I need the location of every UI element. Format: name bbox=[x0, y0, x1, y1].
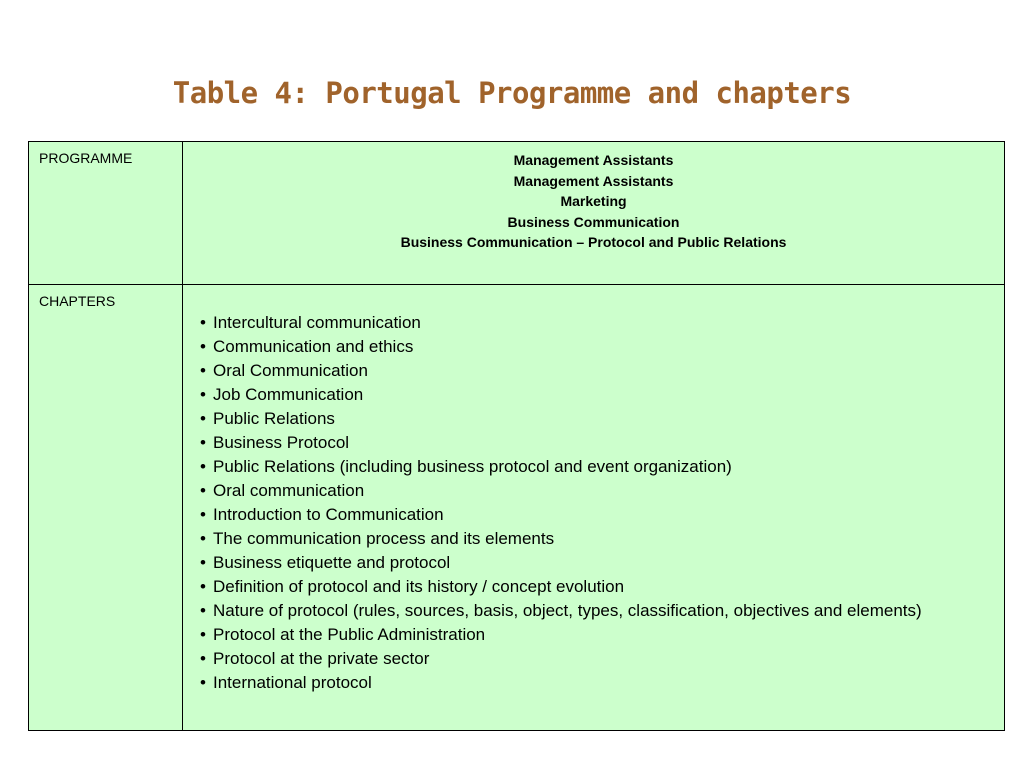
programme-item: Marketing bbox=[560, 193, 627, 209]
chapter-text: Public Relations bbox=[213, 409, 335, 428]
chapter-text: Public Relations (including business protocol and event organization) bbox=[213, 457, 732, 476]
chapter-text: Nature of protocol (rules, sources, basis, object, types, classification, objectives and elements) bbox=[213, 601, 922, 620]
chapter-text: Introduction to Communication bbox=[213, 505, 444, 524]
programme-item: Management Assistants bbox=[513, 152, 674, 168]
programme-item: Management Assistants bbox=[513, 172, 674, 189]
bullet-icon: • bbox=[200, 529, 206, 548]
chapter-list-item bbox=[193, 599, 1004, 623]
programme-item: Business Communication – Protocol and Public Relations bbox=[400, 234, 787, 250]
chapter-list-item bbox=[193, 335, 1004, 359]
chapter-list-item bbox=[193, 407, 1004, 431]
bullet-icon: • bbox=[200, 385, 206, 404]
chapter-list-item bbox=[193, 383, 1004, 407]
chapter-list-item bbox=[193, 551, 1004, 575]
chapter-text: Business Protocol bbox=[213, 433, 350, 452]
bullet-icon: • bbox=[200, 553, 206, 572]
chapter-list-item bbox=[193, 623, 1004, 647]
chapter-list-item bbox=[193, 479, 1004, 503]
chapter-text: Oral Communication bbox=[213, 361, 368, 380]
bullet-icon: • bbox=[200, 409, 206, 428]
bullet-icon: • bbox=[200, 649, 206, 668]
chapter-text: Communication and ethics bbox=[213, 337, 414, 356]
bullet-icon: • bbox=[200, 481, 206, 500]
bullet-icon: • bbox=[200, 625, 206, 644]
chapter-list-item bbox=[193, 431, 1004, 455]
chapters-label: CHAPTERS bbox=[39, 293, 116, 309]
chapter-text: Protocol at the Public Administration bbox=[213, 625, 486, 644]
chapters-content-cell bbox=[183, 285, 1005, 731]
bullet-icon: • bbox=[200, 457, 206, 476]
chapter-text: Definition of protocol and its history / concept evolution bbox=[213, 577, 625, 596]
chapter-list-item bbox=[193, 671, 1004, 695]
chapter-list-item bbox=[193, 575, 1004, 599]
chapter-text: Oral communication bbox=[213, 481, 365, 500]
chapter-text: Business etiquette and protocol bbox=[213, 553, 451, 572]
bullet-icon: • bbox=[200, 337, 206, 356]
chapters-row bbox=[29, 285, 1005, 731]
chapter-list-item bbox=[193, 455, 1004, 479]
programme-label: PROGRAMME bbox=[39, 150, 133, 166]
chapter-list-item bbox=[193, 647, 1004, 671]
chapter-list-item bbox=[193, 311, 1004, 335]
bullet-icon: • bbox=[200, 361, 206, 380]
bullet-icon: • bbox=[200, 577, 206, 596]
programme-item: Business Communication bbox=[507, 213, 680, 230]
bullet-icon: • bbox=[200, 433, 206, 452]
chapter-text: Job Communication bbox=[213, 385, 364, 404]
programme-row bbox=[29, 142, 1005, 285]
chapters-label-cell bbox=[29, 285, 183, 731]
bullet-icon: • bbox=[200, 601, 206, 620]
chapter-text: International protocol bbox=[213, 673, 372, 692]
page-title: Table 4: Portugal Programme and chapters bbox=[172, 76, 852, 110]
chapter-text: Protocol at the private sector bbox=[213, 649, 430, 668]
chapter-list-item bbox=[193, 359, 1004, 383]
bullet-icon: • bbox=[200, 673, 206, 692]
bullet-icon: • bbox=[200, 313, 206, 332]
programme-list bbox=[183, 142, 1004, 253]
bullet-icon: • bbox=[200, 505, 206, 524]
programme-label-cell bbox=[29, 142, 183, 285]
chapter-text: The communication process and its elements bbox=[213, 529, 555, 548]
chapter-list-item bbox=[193, 503, 1004, 527]
programme-content-cell bbox=[183, 142, 1005, 285]
programme-chapters-table bbox=[28, 141, 1005, 731]
chapter-list-item bbox=[193, 527, 1004, 551]
chapter-text: Intercultural communication bbox=[213, 313, 421, 332]
chapter-list bbox=[183, 285, 1004, 695]
